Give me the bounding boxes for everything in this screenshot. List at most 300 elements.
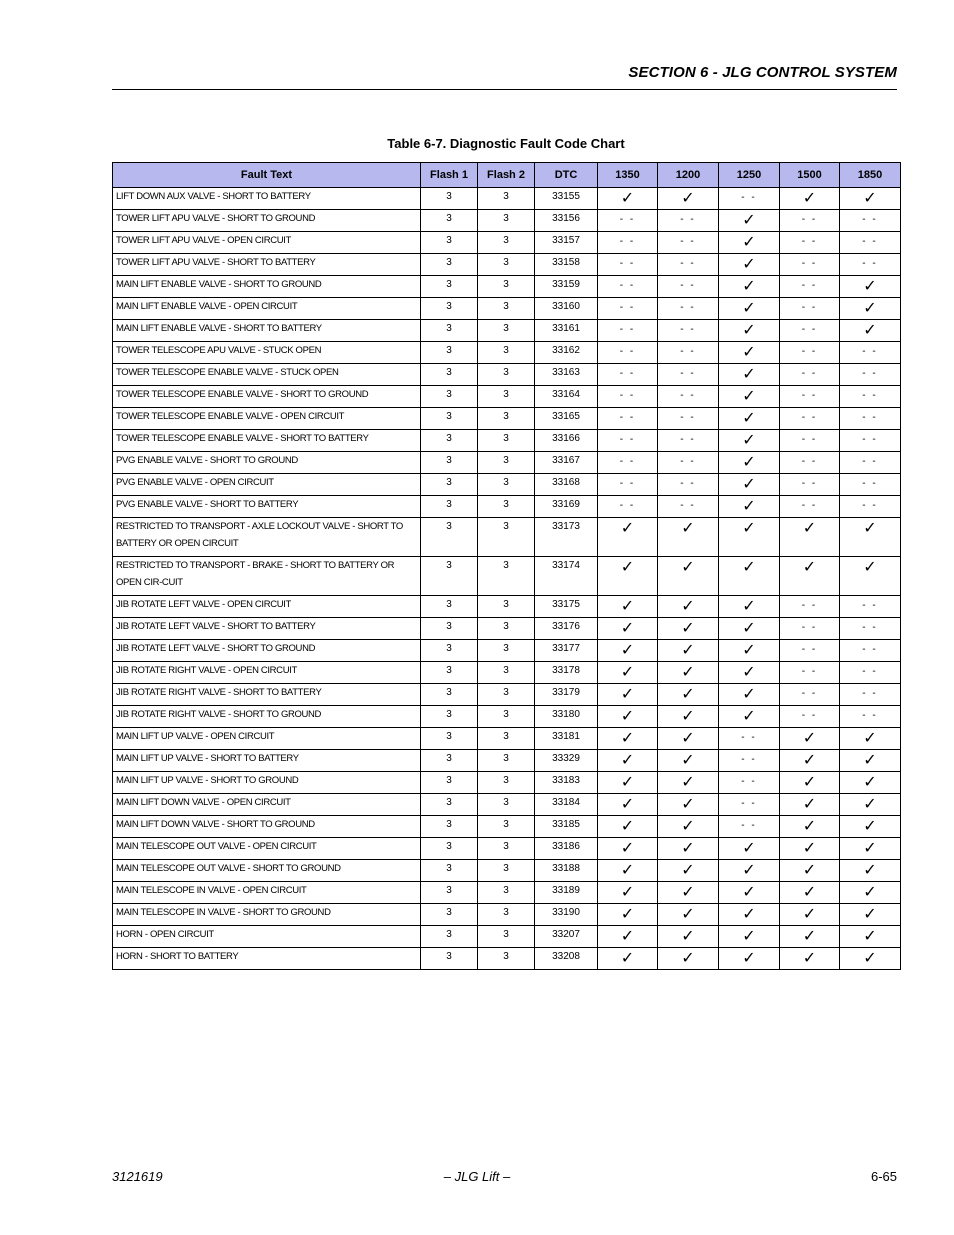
dtc-cell: 33190 (535, 904, 598, 926)
model-applicability-cell (658, 430, 719, 452)
check-icon: ✓ (681, 948, 695, 967)
dtc-cell: 33160 (535, 298, 598, 320)
model-applicability-cell (598, 518, 658, 557)
flash-2-cell: 3 (478, 320, 535, 342)
flash-1-cell: 3 (421, 684, 478, 706)
not-applicable-dash: - - (801, 600, 818, 611)
fault-text-cell: MAIN LIFT UP VALVE - SHORT TO BATTERY (113, 750, 421, 772)
check-icon: ✓ (742, 210, 756, 229)
model-applicability-cell (658, 860, 719, 882)
dtc-cell: 33164 (535, 386, 598, 408)
fault-text-cell: HORN - SHORT TO BATTERY (113, 948, 421, 970)
model-applicability-cell (658, 838, 719, 860)
dtc-cell: 33176 (535, 618, 598, 640)
col-header-1250: 1250 (719, 163, 780, 188)
not-applicable-dash: - - (619, 478, 636, 489)
section-title: SECTION 6 - JLG CONTROL SYSTEM (628, 64, 897, 81)
table-row (113, 904, 901, 926)
model-applicability-cell (598, 232, 658, 254)
check-icon: ✓ (620, 926, 635, 945)
not-applicable-dash: - - (862, 346, 878, 357)
check-icon: ✓ (681, 794, 695, 813)
not-applicable-dash: - - (680, 236, 696, 247)
check-icon: ✓ (681, 904, 695, 923)
model-applicability-cell (658, 496, 719, 518)
model-applicability-cell (598, 618, 658, 640)
model-applicability-cell (658, 926, 719, 948)
model-applicability-cell (840, 662, 901, 684)
not-applicable-dash: - - (801, 412, 818, 423)
model-applicability-cell (719, 838, 780, 860)
model-applicability-cell (598, 474, 658, 496)
check-icon: ✓ (863, 816, 877, 835)
model-applicability-cell (598, 640, 658, 662)
model-applicability-cell (840, 948, 901, 970)
model-applicability-cell (598, 706, 658, 728)
model-applicability-cell (719, 794, 780, 816)
check-icon: ✓ (742, 684, 756, 703)
model-applicability-cell (719, 408, 780, 430)
fault-text-cell: MAIN TELESCOPE OUT VALVE - OPEN CIRCUIT (113, 838, 421, 860)
flash-2-cell: 3 (478, 386, 535, 408)
not-applicable-dash: - - (801, 688, 818, 699)
table-row (113, 232, 901, 254)
check-icon: ✓ (620, 618, 635, 637)
not-applicable-dash: - - (801, 456, 818, 467)
check-icon: ✓ (742, 386, 756, 405)
dtc-cell: 33162 (535, 342, 598, 364)
dtc-cell: 33165 (535, 408, 598, 430)
model-applicability-cell (840, 276, 901, 298)
dtc-cell: 33188 (535, 860, 598, 882)
check-icon: ✓ (620, 860, 635, 879)
model-applicability-cell (780, 640, 840, 662)
fault-text-cell: PVG ENABLE VALVE - SHORT TO GROUND (113, 452, 421, 474)
model-applicability-cell (840, 254, 901, 276)
model-applicability-cell (658, 882, 719, 904)
not-applicable-dash: - - (801, 214, 818, 225)
flash-1-cell: 3 (421, 926, 478, 948)
model-applicability-cell (840, 684, 901, 706)
check-icon: ✓ (620, 640, 635, 659)
model-applicability-cell (840, 518, 901, 557)
table-row (113, 320, 901, 342)
model-applicability-cell (780, 882, 840, 904)
fault-text-cell: RESTRICTED TO TRANSPORT - BRAKE - SHORT TO BATTERY OR OPEN CIR-CUIT (113, 557, 421, 596)
table-row (113, 794, 901, 816)
not-applicable-dash: - - (862, 434, 878, 445)
table-row (113, 706, 901, 728)
flash-1-cell: 3 (421, 430, 478, 452)
not-applicable-dash: - - (741, 732, 757, 743)
check-icon: ✓ (802, 557, 817, 576)
col-header-1500: 1500 (780, 163, 840, 188)
flash-1-cell: 3 (421, 364, 478, 386)
check-icon: ✓ (802, 904, 817, 923)
check-icon: ✓ (863, 838, 877, 857)
check-icon: ✓ (863, 904, 877, 923)
dtc-cell: 33157 (535, 232, 598, 254)
not-applicable-dash: - - (619, 412, 636, 423)
model-applicability-cell (780, 662, 840, 684)
check-icon: ✓ (681, 728, 695, 747)
flash-2-cell: 3 (478, 618, 535, 640)
table-row (113, 662, 901, 684)
check-icon: ✓ (742, 254, 756, 273)
footer-page-number: 6-65 (870, 1169, 897, 1184)
flash-2-cell: 3 (478, 496, 535, 518)
flash-1-cell: 3 (421, 320, 478, 342)
model-applicability-cell (719, 706, 780, 728)
not-applicable-dash: - - (862, 390, 878, 401)
dtc-cell: 33158 (535, 254, 598, 276)
fault-text-cell: MAIN TELESCOPE IN VALVE - OPEN CIRCUIT (113, 882, 421, 904)
check-icon: ✓ (802, 750, 817, 769)
fault-text-cell: JIB ROTATE RIGHT VALVE - SHORT TO GROUND (113, 706, 421, 728)
model-applicability-cell (840, 618, 901, 640)
model-applicability-cell (598, 728, 658, 750)
not-applicable-dash: - - (619, 324, 636, 335)
model-applicability-cell (598, 948, 658, 970)
model-applicability-cell (719, 276, 780, 298)
model-applicability-cell (598, 596, 658, 618)
check-icon: ✓ (802, 772, 817, 791)
col-header-1850: 1850 (840, 163, 901, 188)
table-row (113, 210, 901, 232)
flash-1-cell: 3 (421, 210, 478, 232)
check-icon: ✓ (681, 557, 695, 576)
model-applicability-cell (719, 254, 780, 276)
not-applicable-dash: - - (680, 456, 696, 467)
model-applicability-cell (658, 298, 719, 320)
model-applicability-cell (598, 926, 658, 948)
table-row (113, 298, 901, 320)
model-applicability-cell (598, 254, 658, 276)
check-icon: ✓ (742, 518, 756, 537)
model-applicability-cell (719, 518, 780, 557)
dtc-cell: 33156 (535, 210, 598, 232)
model-applicability-cell (780, 728, 840, 750)
model-applicability-cell (658, 518, 719, 557)
fault-text-cell: TOWER TELESCOPE ENABLE VALVE - STUCK OPEN (113, 364, 421, 386)
flash-1-cell: 3 (421, 596, 478, 618)
check-icon: ✓ (620, 838, 635, 857)
not-applicable-dash: - - (801, 500, 818, 511)
fault-text-cell: TOWER LIFT APU VALVE - OPEN CIRCUIT (113, 232, 421, 254)
check-icon: ✓ (742, 926, 756, 945)
model-applicability-cell (840, 728, 901, 750)
flash-1-cell: 3 (421, 904, 478, 926)
fault-text-cell: LIFT DOWN AUX VALVE - SHORT TO BATTERY (113, 188, 421, 210)
flash-2-cell: 3 (478, 948, 535, 970)
not-applicable-dash: - - (741, 798, 757, 809)
model-applicability-cell (780, 452, 840, 474)
not-applicable-dash: - - (680, 280, 696, 291)
not-applicable-dash: - - (862, 600, 878, 611)
not-applicable-dash: - - (801, 236, 818, 247)
not-applicable-dash: - - (801, 280, 818, 291)
check-icon: ✓ (802, 794, 817, 813)
not-applicable-dash: - - (862, 644, 878, 655)
model-applicability-cell (598, 408, 658, 430)
flash-2-cell: 3 (478, 904, 535, 926)
fault-text-cell: JIB ROTATE RIGHT VALVE - OPEN CIRCUIT (113, 662, 421, 684)
model-applicability-cell (780, 474, 840, 496)
check-icon: ✓ (681, 772, 695, 791)
model-applicability-cell (598, 452, 658, 474)
model-applicability-cell (719, 342, 780, 364)
not-applicable-dash: - - (741, 192, 757, 203)
flash-1-cell: 3 (421, 254, 478, 276)
check-icon: ✓ (802, 948, 817, 967)
dtc-cell: 33184 (535, 794, 598, 816)
check-icon: ✓ (620, 904, 635, 923)
flash-2-cell: 3 (478, 518, 535, 557)
model-applicability-cell (840, 772, 901, 794)
model-applicability-cell (719, 750, 780, 772)
model-applicability-cell (840, 904, 901, 926)
dtc-cell: 33163 (535, 364, 598, 386)
model-applicability-cell (658, 794, 719, 816)
model-applicability-cell (780, 816, 840, 838)
table-row (113, 386, 901, 408)
not-applicable-dash: - - (862, 456, 878, 467)
not-applicable-dash: - - (680, 390, 696, 401)
model-applicability-cell (780, 904, 840, 926)
dtc-cell: 33189 (535, 882, 598, 904)
dtc-cell: 33329 (535, 750, 598, 772)
model-applicability-cell (719, 430, 780, 452)
table-row (113, 557, 901, 596)
model-applicability-cell (719, 640, 780, 662)
table-row (113, 276, 901, 298)
check-icon: ✓ (742, 860, 756, 879)
check-icon: ✓ (863, 557, 877, 576)
model-applicability-cell (780, 706, 840, 728)
check-icon: ✓ (620, 188, 635, 207)
model-applicability-cell (598, 276, 658, 298)
flash-1-cell: 3 (421, 794, 478, 816)
model-applicability-cell (840, 408, 901, 430)
flash-1-cell: 3 (421, 662, 478, 684)
model-applicability-cell (780, 518, 840, 557)
not-applicable-dash: - - (801, 622, 818, 633)
table-header-row (113, 163, 901, 188)
flash-1-cell: 3 (421, 188, 478, 210)
fault-text-cell: TOWER TELESCOPE ENABLE VALVE - SHORT TO BATTERY (113, 430, 421, 452)
dtc-cell: 33183 (535, 772, 598, 794)
model-applicability-cell (780, 794, 840, 816)
check-icon: ✓ (742, 640, 756, 659)
check-icon: ✓ (863, 772, 877, 791)
model-applicability-cell (598, 298, 658, 320)
check-icon: ✓ (681, 860, 695, 879)
flash-1-cell: 3 (421, 474, 478, 496)
flash-1-cell: 3 (421, 618, 478, 640)
model-applicability-cell (840, 816, 901, 838)
check-icon: ✓ (802, 838, 817, 857)
check-icon: ✓ (620, 518, 635, 537)
model-applicability-cell (719, 772, 780, 794)
flash-2-cell: 3 (478, 838, 535, 860)
model-applicability-cell (840, 188, 901, 210)
model-applicability-cell (658, 320, 719, 342)
check-icon: ✓ (742, 662, 756, 681)
not-applicable-dash: - - (680, 258, 696, 269)
fault-text-cell: MAIN LIFT UP VALVE - SHORT TO GROUND (113, 772, 421, 794)
model-applicability-cell (658, 452, 719, 474)
model-applicability-cell (780, 386, 840, 408)
model-applicability-cell (780, 838, 840, 860)
flash-1-cell: 3 (421, 342, 478, 364)
check-icon: ✓ (863, 320, 877, 339)
check-icon: ✓ (620, 662, 635, 681)
check-icon: ✓ (802, 188, 817, 207)
model-applicability-cell (658, 342, 719, 364)
flash-2-cell: 3 (478, 794, 535, 816)
check-icon: ✓ (681, 640, 695, 659)
model-applicability-cell (780, 948, 840, 970)
model-applicability-cell (658, 276, 719, 298)
dtc-cell: 33179 (535, 684, 598, 706)
model-applicability-cell (719, 684, 780, 706)
flash-2-cell: 3 (478, 276, 535, 298)
check-icon: ✓ (863, 860, 877, 879)
model-applicability-cell (719, 948, 780, 970)
check-icon: ✓ (863, 298, 877, 317)
model-applicability-cell (840, 557, 901, 596)
model-applicability-cell (658, 662, 719, 684)
dtc-cell: 33155 (535, 188, 598, 210)
not-applicable-dash: - - (680, 412, 696, 423)
fault-text-cell: PVG ENABLE VALVE - SHORT TO BATTERY (113, 496, 421, 518)
check-icon: ✓ (742, 904, 756, 923)
not-applicable-dash: - - (862, 710, 878, 721)
flash-2-cell: 3 (478, 596, 535, 618)
check-icon: ✓ (863, 518, 877, 537)
check-icon: ✓ (681, 662, 695, 681)
check-icon: ✓ (802, 816, 817, 835)
model-applicability-cell (658, 684, 719, 706)
model-applicability-cell (719, 364, 780, 386)
table-row (113, 430, 901, 452)
flash-2-cell: 3 (478, 342, 535, 364)
check-icon: ✓ (742, 596, 756, 615)
model-applicability-cell (780, 408, 840, 430)
check-icon: ✓ (863, 926, 877, 945)
flash-1-cell: 3 (421, 232, 478, 254)
table-row (113, 948, 901, 970)
check-icon: ✓ (681, 188, 695, 207)
fault-text-cell: TOWER LIFT APU VALVE - SHORT TO BATTERY (113, 254, 421, 276)
not-applicable-dash: - - (862, 478, 878, 489)
not-applicable-dash: - - (680, 434, 696, 445)
check-icon: ✓ (742, 882, 756, 901)
table-row (113, 838, 901, 860)
footer-center-title: – JLG Lift – (443, 1169, 511, 1184)
table-row (113, 640, 901, 662)
check-icon: ✓ (681, 816, 695, 835)
dtc-cell: 33161 (535, 320, 598, 342)
flash-2-cell: 3 (478, 364, 535, 386)
model-applicability-cell (840, 298, 901, 320)
check-icon: ✓ (802, 882, 817, 901)
model-applicability-cell (598, 320, 658, 342)
dtc-cell: 33166 (535, 430, 598, 452)
model-applicability-cell (598, 772, 658, 794)
model-applicability-cell (840, 232, 901, 254)
model-applicability-cell (719, 860, 780, 882)
dtc-cell: 33174 (535, 557, 598, 596)
model-applicability-cell (780, 684, 840, 706)
model-applicability-cell (598, 816, 658, 838)
check-icon: ✓ (620, 557, 635, 576)
model-applicability-cell (840, 838, 901, 860)
table-row (113, 188, 901, 210)
not-applicable-dash: - - (801, 478, 818, 489)
flash-1-cell: 3 (421, 298, 478, 320)
model-applicability-cell (598, 210, 658, 232)
table-row (113, 364, 901, 386)
not-applicable-dash: - - (801, 644, 818, 655)
flash-1-cell: 3 (421, 948, 478, 970)
fault-text-cell: RESTRICTED TO TRANSPORT - AXLE LOCKOUT VALVE - SHORT TO BATTERY OR OPEN CIRCUIT (113, 518, 421, 557)
flash-1-cell: 3 (421, 882, 478, 904)
check-icon: ✓ (863, 882, 877, 901)
fault-text-cell: TOWER TELESCOPE ENABLE VALVE - OPEN CIRCUIT (113, 408, 421, 430)
model-applicability-cell (719, 557, 780, 596)
model-applicability-cell (840, 860, 901, 882)
model-applicability-cell (840, 386, 901, 408)
model-applicability-cell (658, 816, 719, 838)
check-icon: ✓ (620, 728, 635, 747)
table-row (113, 474, 901, 496)
not-applicable-dash: - - (862, 500, 878, 511)
not-applicable-dash: - - (680, 214, 696, 225)
flash-1-cell: 3 (421, 452, 478, 474)
model-applicability-cell (658, 772, 719, 794)
model-applicability-cell (840, 596, 901, 618)
model-applicability-cell (658, 706, 719, 728)
model-applicability-cell (658, 557, 719, 596)
model-applicability-cell (719, 596, 780, 618)
model-applicability-cell (780, 860, 840, 882)
fault-text-cell: JIB ROTATE LEFT VALVE - SHORT TO GROUND (113, 640, 421, 662)
fault-code-table (112, 162, 901, 970)
col-header-1200: 1200 (658, 163, 719, 188)
flash-2-cell: 3 (478, 662, 535, 684)
model-applicability-cell (840, 794, 901, 816)
model-applicability-cell (840, 706, 901, 728)
not-applicable-dash: - - (619, 456, 636, 467)
model-applicability-cell (719, 452, 780, 474)
not-applicable-dash: - - (862, 236, 878, 247)
table-row (113, 816, 901, 838)
not-applicable-dash: - - (801, 368, 818, 379)
table-body (113, 188, 901, 970)
flash-2-cell: 3 (478, 408, 535, 430)
model-applicability-cell (598, 904, 658, 926)
not-applicable-dash: - - (619, 434, 636, 445)
model-applicability-cell (780, 342, 840, 364)
check-icon: ✓ (742, 364, 756, 383)
flash-1-cell: 3 (421, 772, 478, 794)
not-applicable-dash: - - (619, 214, 636, 225)
fault-text-cell: TOWER LIFT APU VALVE - SHORT TO GROUND (113, 210, 421, 232)
check-icon: ✓ (681, 882, 695, 901)
table-row (113, 342, 901, 364)
flash-2-cell: 3 (478, 188, 535, 210)
